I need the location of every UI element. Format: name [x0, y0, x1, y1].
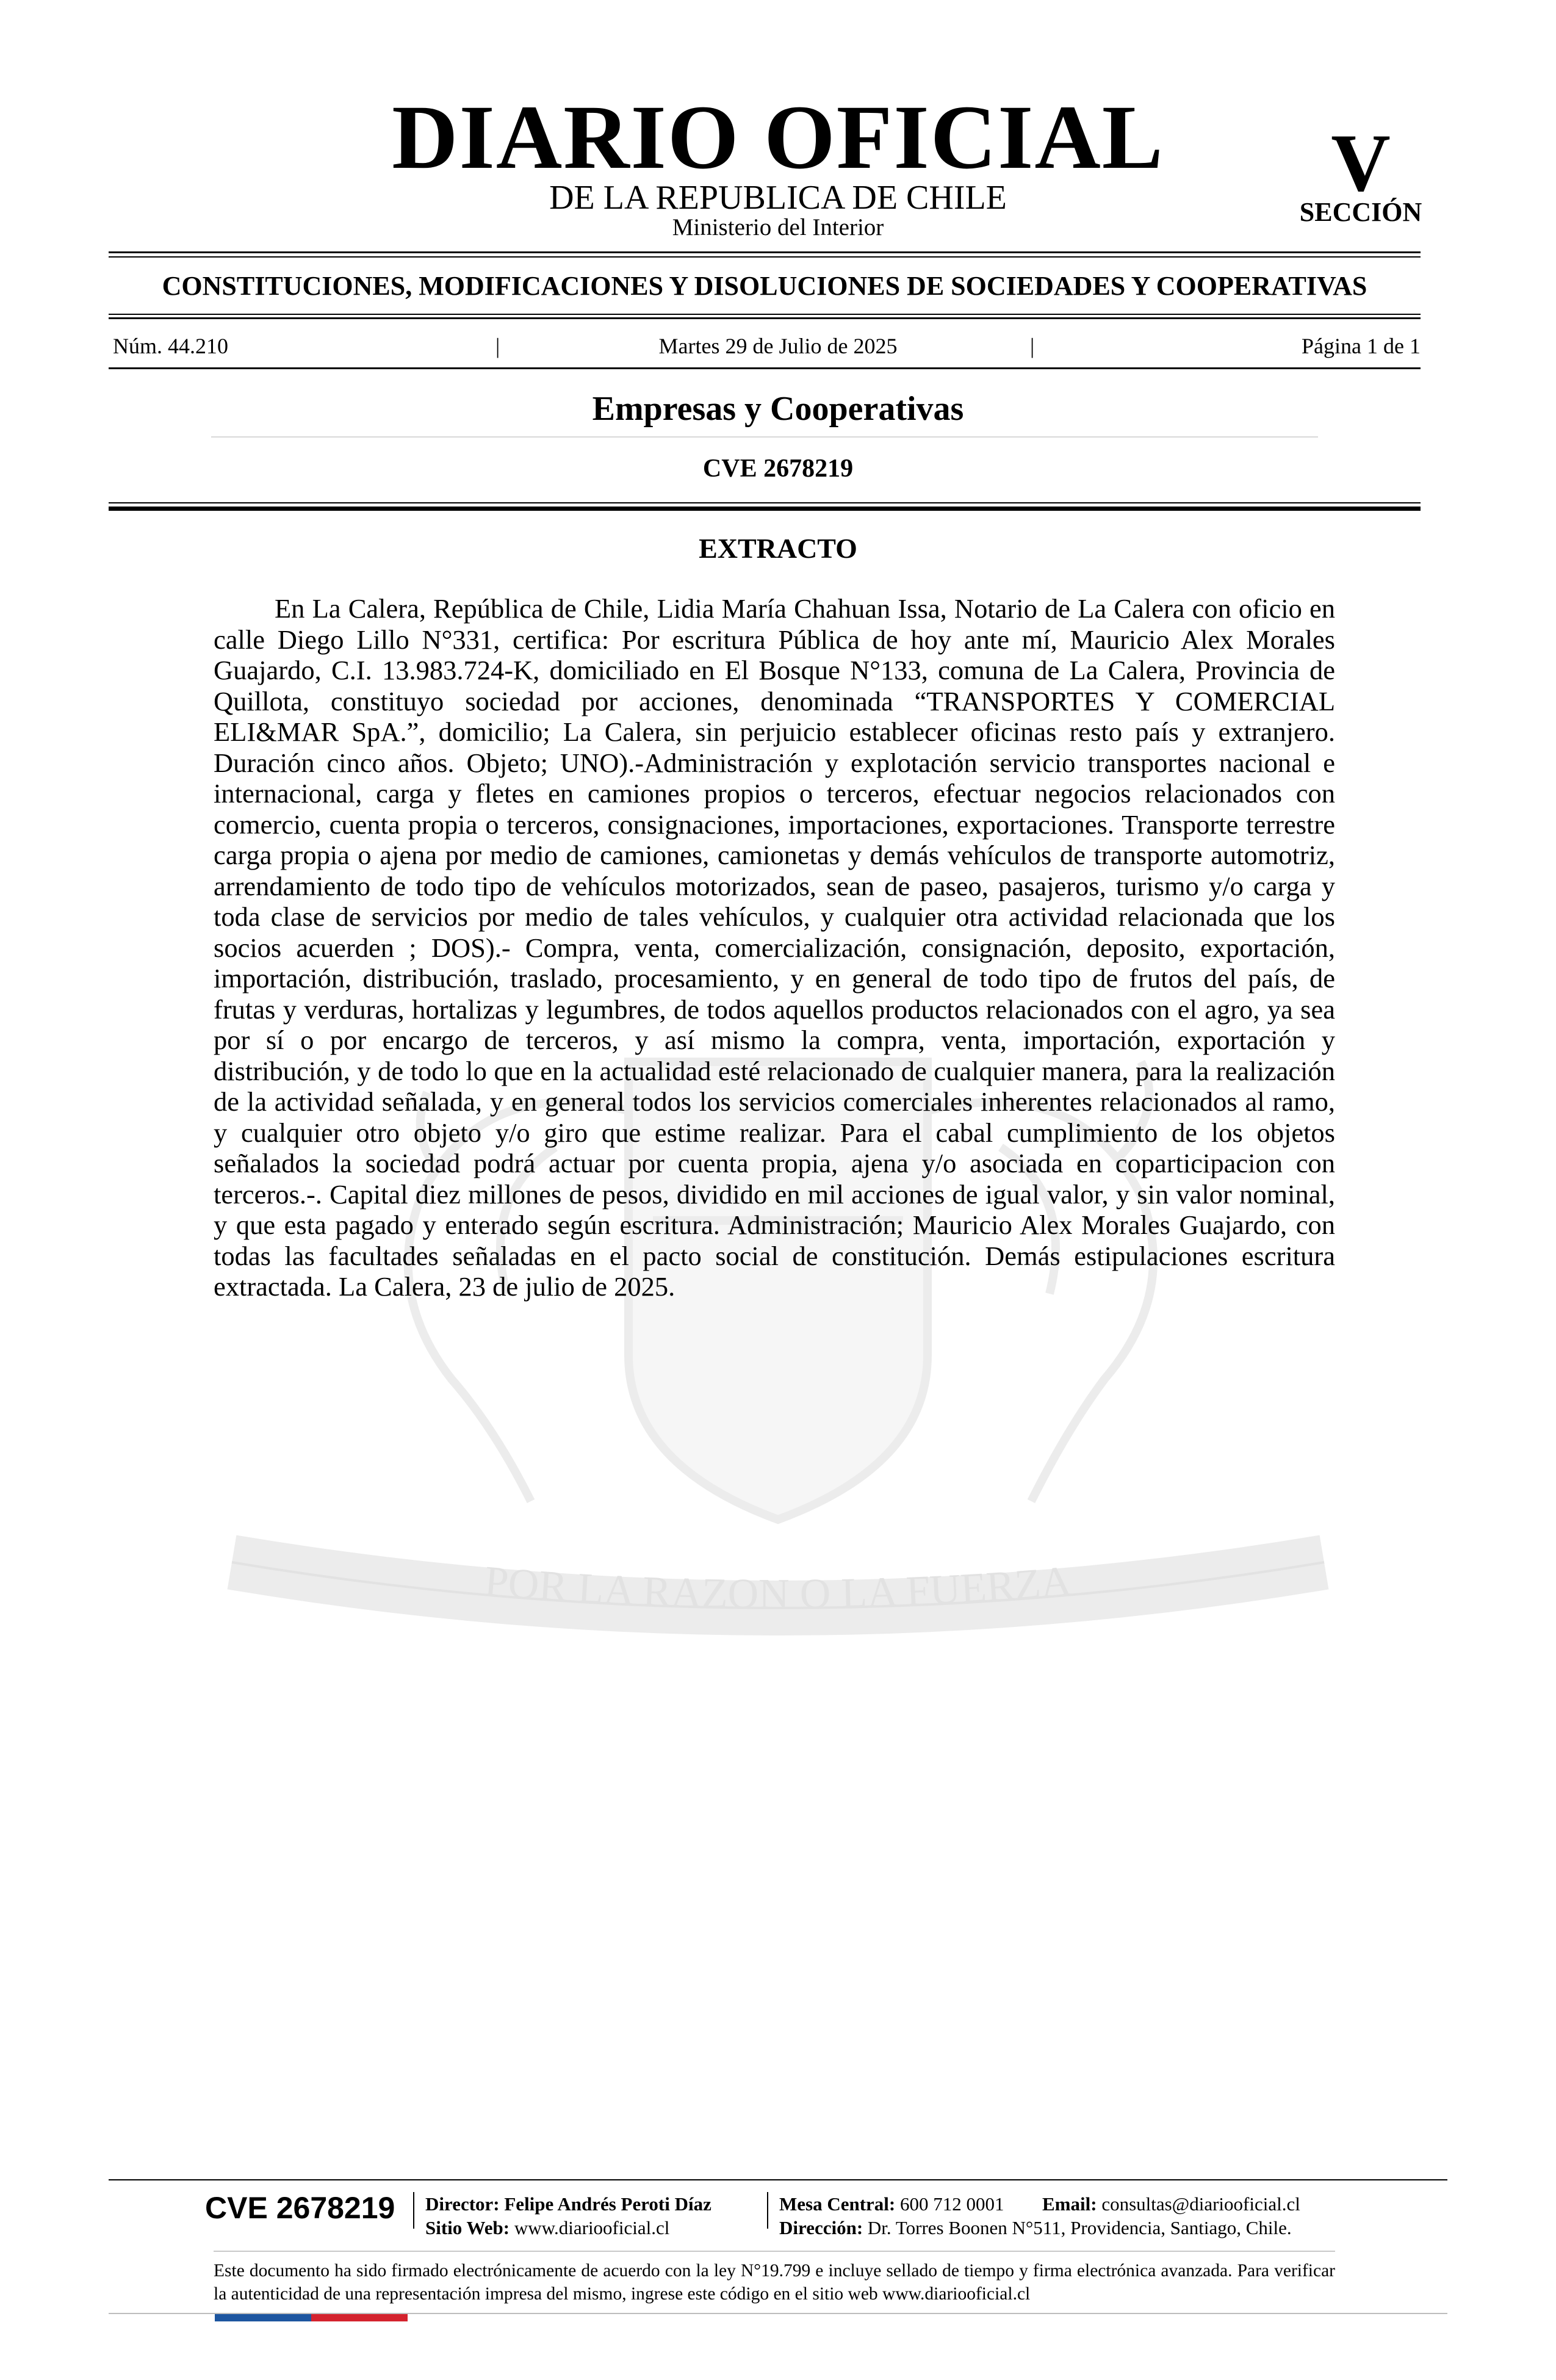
- category-title: Empresas y Cooperativas: [592, 390, 964, 428]
- cve-code: CVE 2678219: [702, 455, 854, 483]
- page-indicator: Página 1 de 1: [1302, 334, 1421, 358]
- footer-separator: [413, 2192, 414, 2229]
- flag-stripe-blue: [215, 2314, 311, 2321]
- divider-rule-thick: [109, 507, 1421, 511]
- divider-rule: [109, 502, 1421, 503]
- footer-phone: [779, 2194, 1004, 2213]
- issue-date: Martes 29 de Julio de 2025: [658, 334, 898, 358]
- category-rule: [211, 436, 1318, 438]
- website-link[interactable]: www.diariooficial.cl: [514, 2217, 670, 2238]
- footer-rule: [214, 2251, 1335, 2252]
- divider-rule: [109, 367, 1421, 369]
- website-label: Sitio Web:: [425, 2217, 510, 2238]
- divider-rule: [109, 251, 1421, 253]
- email-label: Email:: [1042, 2193, 1097, 2215]
- section-word: SECCIÓN: [1299, 197, 1422, 227]
- meta-separator: |: [1030, 334, 1035, 358]
- footer-address: [779, 2218, 1292, 2237]
- phone-label: Mesa Central:: [779, 2193, 896, 2215]
- phone-number: 600 712 0001: [900, 2193, 1004, 2215]
- footer-rule: [109, 2179, 1447, 2180]
- divider-rule: [109, 314, 1421, 315]
- director-name: Felipe Andrés Peroti Díaz: [504, 2193, 711, 2215]
- document-body: En La Calera, República de Chile, Lidia María Chahuan Issa, Notario de La Calera con oficio en calle Diego Lillo N°331, certifica: Por escritura Pública de hoy ante mí, Mauricio Alex Morales Guajardo, C.I. 13.983.724-K, domiciliado en El Bosque N°133, comuna de La Calera, Provincia de Quillota, constituyo sociedad por acciones, denominada “TRANSPORTES Y COMERCIAL ELI&MAR SpA.”, domicilio; La Calera, sin perjuicio establecer oficinas resto país y extranjero. Duración cinco años. Objeto; UNO).-Administración y explotación servicio transportes nacional e internacional, carga y fletes en camiones propios o terceros, efectuar negocios relacionados con comercio, cuenta propia o terceros, consignaciones, importaciones, exportaciones. Transporte terrestre carga propia o ajena por medio de camiones, camionetas y demás vehículos de transporte automotriz, arrendamiento de todo tipo de vehículos motorizados, sean de paseo, pasajeros, turismo y/o carga y toda clase de servicios por medio de tales vehículos, y cualquier otra actividad relacionada que los socios acuerden ; DOS).- Compra, venta, comercialización, consignación, deposito, exportación, importación, distribución, traslado, procesamiento, y en general de todo tipo de frutos del país, de frutas y verduras, hortalizas y legumbres, de todos aquellos productos relacionados con el agro, ya sea por sí o por encargo de terceros, y así mismo la compra, venta, importación, exportación y distribución, y de todo lo que en la actualidad esté relacionado de cualquier manera, para la realización de la actividad señalada, y en general todos los servicios comerciales inherentes relacionados al ramo, y cualquier otro objeto y/o giro que estime realizar. Para el cabal cumplimiento de los objetos señalados la sociedad podrá actuar por cuenta propia, ajena y/o asociada en coparticipacion con terceros.-. Capital diez millones de pesos, dividido en mil acciones de igual valor, y sin valor nominal, y que esta pagado y enterado según escritura. Administración; Mauricio Alex Morales Guajardo, con todas las facultades señaladas en el pacto social de constitución. Demás estipulaciones escritura extractada. La Calera, 23 de julio de 2025.: [214, 593, 1335, 1302]
- meta-separator: |: [495, 334, 500, 358]
- address-label: Dirección:: [779, 2217, 863, 2238]
- director-label: Director:: [425, 2193, 500, 2215]
- divider-rule: [109, 317, 1421, 319]
- masthead-title: DIARIO OFICIAL: [392, 87, 1164, 188]
- footer-separator: [767, 2192, 768, 2229]
- divider-rule: [109, 256, 1421, 258]
- footer-website: [425, 2218, 669, 2237]
- masthead-ministry: Ministerio del Interior: [672, 214, 884, 240]
- footer-cve-code: CVE 2678219: [205, 2191, 395, 2225]
- section-letter: V: [1331, 118, 1391, 209]
- document-title: EXTRACTO: [699, 533, 857, 564]
- footer-director: [425, 2194, 711, 2213]
- masthead-subtitle: DE LA REPUBLICA DE CHILE: [549, 179, 1007, 217]
- flag-stripe-red: [311, 2314, 408, 2321]
- email-link[interactable]: consultas@diariooficial.cl: [1101, 2193, 1300, 2215]
- section-heading: CONSTITUCIONES, MODIFICACIONES Y DISOLUCIONES DE SOCIEDADES Y COOPERATIVAS: [162, 271, 1367, 301]
- footer-legal-note: Este documento ha sido firmado electrónicamente de acuerdo con la ley N°19.799 e incluye sellado de tiempo y firma electrónica avanzada. Para verificar la autenticidad de una representación impresa del mismo, ingrese este código en el sitio web www.diariooficial.cl: [214, 2261, 1335, 2304]
- issue-number: Núm. 44.210: [113, 334, 228, 358]
- footer-email: [1042, 2194, 1300, 2213]
- address-text: Dr. Torres Boonen N°511, Providencia, Santiago, Chile.: [867, 2217, 1292, 2238]
- watermark-motto: POR LA RAZON O LA FUERZA: [482, 1557, 1074, 1618]
